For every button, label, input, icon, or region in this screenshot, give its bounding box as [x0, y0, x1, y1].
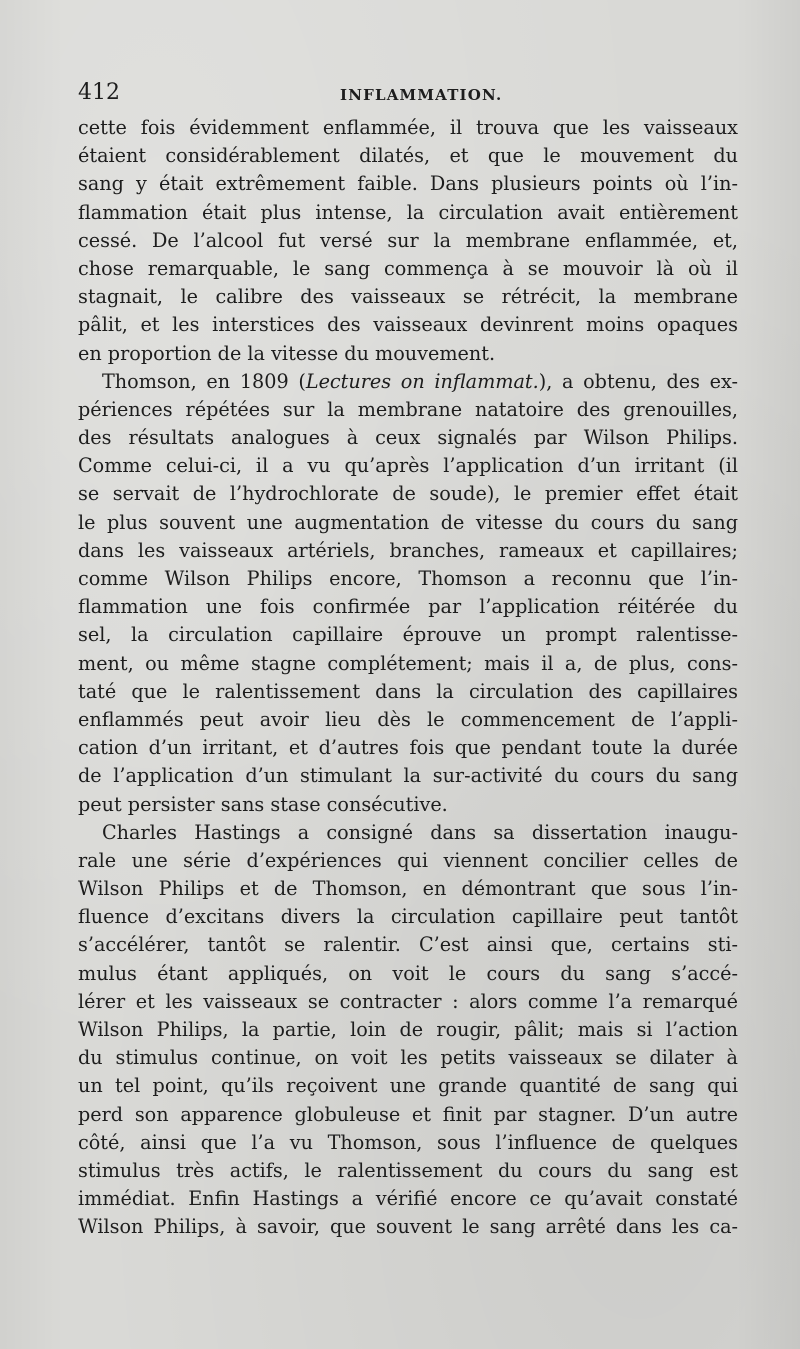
text-line: Wilson Philips, la partie, loin de rougir, pâlit; mais si l’action [78, 1018, 738, 1041]
text-line: de l’application d’un stimulant la sur-activité du cours du sang [78, 764, 738, 788]
text-line: côté, ainsi que l’a vu Thomson, sous l’influence de quelques [78, 1130, 738, 1154]
text-line: des résultats analogues à ceux signalés par Wilson Philips. [78, 426, 738, 450]
text-line: se servait de l’hydrochlorate de soude), le premier effet était [78, 482, 738, 506]
running-title: INFLAMMATION. [340, 86, 503, 104]
text-line: immédiat. Enfin Hastings a vérifié encore ce qu’avait constaté [78, 1187, 738, 1211]
text-line: enflammés peut avoir lieu dès le commencement de l’appli- [78, 707, 738, 731]
text-line: comme Wilson Philips encore, Thomson a reconnu que l’in- [78, 567, 738, 590]
text-line: cette fois évidemment enflammée, il trouva que les vaisseaux [78, 116, 738, 139]
text-line: Thomson, en 1809 (Lectures on inflammat.), a obtenu, des ex- [102, 369, 738, 393]
text-line: mulus étant appliqués, on voit le cours du sang s’accé- [78, 961, 738, 985]
text-line: flammation était plus intense, la circulation avait entièrement [78, 200, 738, 224]
text-line: du stimulus continue, on voit les petits vaisseaux se dilater à [78, 1046, 738, 1070]
page-number: 412 [78, 80, 120, 105]
text-line: un tel point, qu’ils reçoivent une grande quantité de sang qui [78, 1074, 738, 1098]
text-line: ment, ou même stagne complétement; mais il a, de plus, cons- [78, 651, 738, 675]
text-line: Comme celui-ci, il a vu qu’après l’application d’un irritant (il [78, 454, 738, 478]
text-line: cation d’un irritant, et d’autres fois que pendant toute la durée [78, 736, 738, 760]
text-line: pâlit, et les interstices des vaisseaux devinrent moins opaques [78, 313, 738, 337]
text-line: chose remarquable, le sang commença à se mouvoir là où il [78, 256, 738, 280]
text-line: étaient considérablement dilatés, et que le mouvement du [78, 144, 738, 168]
text-line: stagnait, le calibre des vaisseaux se rétrécit, la membrane [78, 285, 738, 309]
text-line: dans les vaisseaux artériels, branches, rameaux et capillaires; [78, 538, 738, 562]
text-line: sang y était extrêmement faible. Dans plusieurs points où l’in- [78, 172, 738, 196]
text-line: s’accélérer, tantôt se ralentir. C’est ainsi que, certains sti- [78, 933, 738, 957]
text-line: peut persister sans stase consécutive. [78, 792, 448, 816]
text-line: taté que le ralentissement dans la circulation des capillaires [78, 679, 738, 703]
text-line: périences répétées sur la membrane natatoire des grenouilles, [78, 397, 738, 421]
text-line: lérer et les vaisseaux se contracter : alors comme l’a remarqué [78, 989, 738, 1013]
text-line: flammation une fois confirmée par l’application réitérée du [78, 595, 738, 619]
text-line: rale une série d’expériences qui viennent concilier celles de [78, 848, 738, 872]
text-line: perd son apparence globuleuse et finit par stagner. D’un autre [78, 1102, 738, 1126]
text-line: cessé. De l’alcool fut versé sur la membrane enflammée, et, [78, 228, 738, 252]
running-head [78, 78, 738, 108]
text-line: en proportion de la vitesse du mouvement. [78, 341, 496, 365]
text-line: Wilson Philips, à savoir, que souvent le sang arrêté dans les ca- [78, 1215, 738, 1239]
text-line: fluence d’excitans divers la circulation capillaire peut tantôt [78, 905, 738, 929]
cited-title: Lectures on inflammat. [305, 369, 539, 393]
text-line: sel, la circulation capillaire éprouve un prompt ralentisse- [78, 623, 738, 647]
text-line: Wilson Philips et de Thomson, en démontrant que sous l’in- [78, 877, 738, 901]
text-line: Charles Hastings a consigné dans sa dissertation inaugu- [102, 820, 738, 844]
body-text [78, 114, 738, 1242]
text-line: stimulus très actifs, le ralentissement du cours du sang est [78, 1158, 738, 1182]
text-line: le plus souvent une augmentation de vitesse du cours du sang [78, 510, 738, 534]
